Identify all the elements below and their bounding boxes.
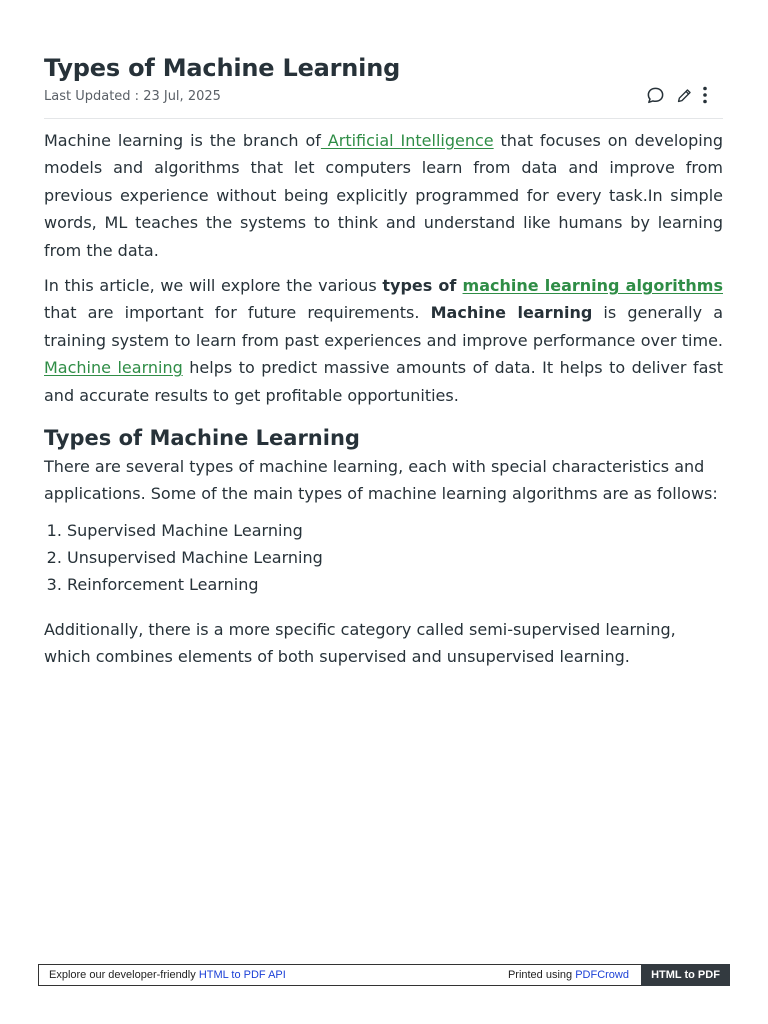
- article-actions: [637, 84, 711, 106]
- pdfcrowd-footer: [38, 964, 730, 986]
- list-item: 1. Supervised Machine Learning: [67, 517, 723, 544]
- html-to-pdf-api-link[interactable]: HTML to PDF API: [198, 969, 286, 981]
- footer-promo: Explore our developer-friendly HTML to PDF API: [49, 969, 286, 981]
- list-item: 3. Reinforcement Learning: [67, 571, 723, 598]
- pencil-icon[interactable]: [673, 84, 695, 106]
- section-heading: Types of Machine Learning: [44, 426, 360, 451]
- page-title: Types of Machine Learning: [44, 54, 401, 82]
- last-updated-date: Last Updated : 23 Jul, 2025: [44, 89, 221, 104]
- article: [44, 50, 723, 679]
- footer-printed-using: Printed using PDFCrowd: [507, 969, 629, 981]
- bold-text: types of: [382, 276, 463, 296]
- html-to-pdf-button[interactable]: HTML to PDF: [641, 964, 730, 986]
- ml-algorithms-link[interactable]: machine learning algorithms: [462, 276, 723, 296]
- more-vertical-icon[interactable]: [699, 84, 711, 106]
- intro-paragraph: Machine learning is the branch of Artificial Intelligence that focuses on developing models and algorithms that let computers learn from data and improve from previous experience without being explicitly programmed for every task.In simple words, ML teaches the systems to think and understand like humans by learning from the data.: [44, 131, 724, 260]
- artificial-intelligence-link[interactable]: Artificial Intelligence: [320, 131, 494, 150]
- pdfcrowd-link[interactable]: PDFCrowd: [575, 969, 629, 981]
- comment-icon[interactable]: [644, 84, 666, 106]
- article-body: [44, 127, 723, 671]
- article-meta: [44, 88, 723, 119]
- overview-paragraph: In this article, we will explore the various types of machine learning algorithms that are important for future requirements. Machine learning is generally a training system to learn from past experiences and improve performance over time. Machine learning helps to predict massive amounts of data. It helps to deliver fast and accurate results to get profitable opportunities.: [44, 276, 723, 405]
- bold-text: Machine learning: [430, 303, 593, 323]
- list-item: 2. Unsupervised Machine Learning: [67, 544, 723, 571]
- additional-paragraph: Additionally, there is a more specific category called semi-supervised learning, which combines elements of both supervised and unsupervised learning.: [44, 619, 676, 667]
- machine-learning-link[interactable]: Machine learning: [44, 358, 183, 378]
- section-description: There are several types of machine learning, each with special characteristics and applications. Some of the main types of machine learning algorithms are as follows:: [44, 457, 718, 504]
- ml-types-list: [44, 517, 723, 598]
